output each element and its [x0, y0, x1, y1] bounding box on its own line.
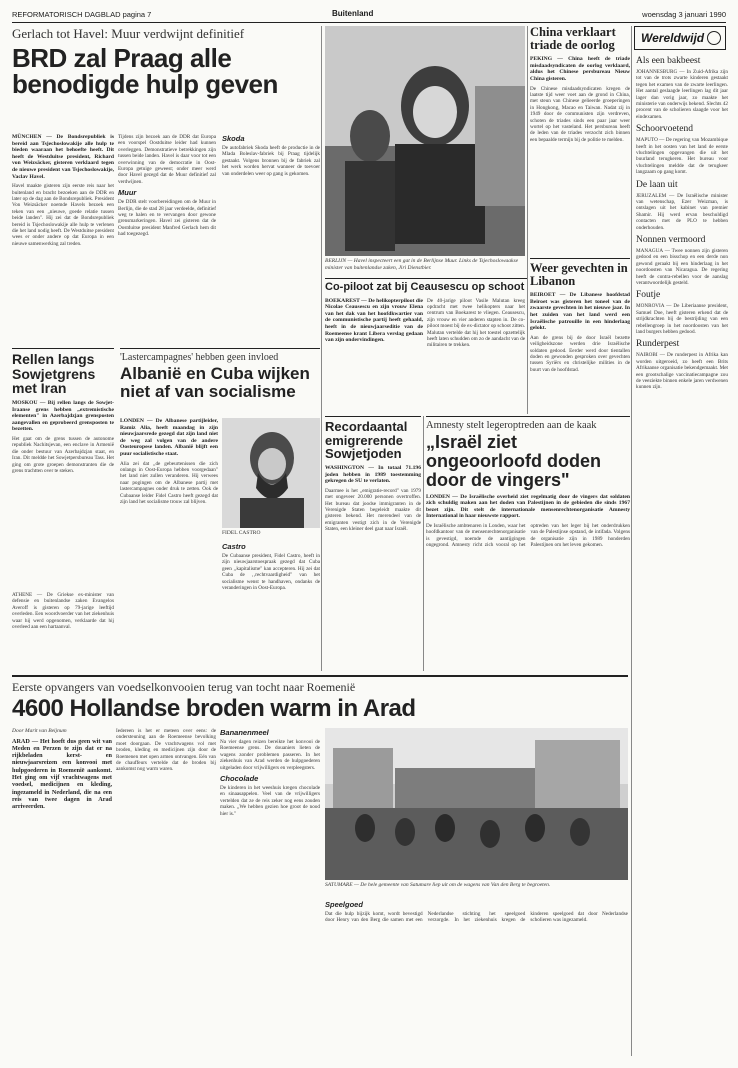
rellen-lead: MOSKOU — Bij rellen langs de Sowjet-Iraanse grens hebben „extremistische elementen" in Azerbajdzjan grensposten aangevallen en geprobeerd grensposten te bezetten.: [12, 400, 114, 433]
china-lead: PEKING — China heeft de triade misdaadsyndicaten de oorlog verklaard, aldus het Chinese persbureau Nieuw China gisteren.: [530, 56, 630, 83]
sidebar-item-3-body: JERUZALEM — De Israëlische minister van wetenschap, Ezer Weizman, is ontslagen uit het kabinet van premier Shamir. Hij werd ervan beschuldigd contacten met de PLO te hebben onderhouden.: [636, 192, 728, 231]
wereldwijd-sidebar: [636, 52, 728, 1052]
libanon-lead: BEIROET — De Libanese hoofdstad Beiroet was gisteren het toneel van de zwaarste gevechten in het nieuwe jaar. In het zuiden van het land werd een Israëlische patrouille in een hinderlaag gelokt.: [530, 292, 630, 332]
china-story: [530, 26, 630, 250]
lead-col-3: [222, 134, 320, 346]
castro-photo-image: [222, 418, 320, 528]
sidebar-item-5-body: MONROVIA — De Liberiaanse president, Samuel Doe, heeft gisteren erkend dat de strijdkrachten bij de bestrijding van een rebellengroep in het noordoosten van het land burgers hebben gedood.: [636, 303, 728, 336]
arad-headline: 4600 Hollandse broden warm in Arad: [12, 695, 416, 722]
column-rule-1: [321, 26, 322, 671]
arad-byline: Door Marit van Beijnum: [12, 728, 67, 734]
arad-col-3: [220, 728, 320, 1054]
arad-col-1: [12, 728, 112, 1054]
satumare-photo-image: [325, 728, 628, 880]
sidebar-item-1-headline: Als een bakbeest: [636, 56, 701, 66]
arad-body-4: Dat die hulp bijzijk komt, wordt bevestigd door Henry van den Berg die samen met een Nederlandse stichting het speelgoed verzorgde. In het ziekenhuis kregen de kinderen speelgoed dat door Nederlandse scholieren was ingezameld.: [325, 911, 628, 924]
libanon-headline: Weer gevechten in Libanon: [530, 261, 628, 289]
recordaantal-lead: WASHINGTON — In totaal 71.196 joden hebben in 1989 toestemming gekregen de SU te verlaten.: [325, 464, 421, 485]
albanie-col-2: [222, 542, 320, 672]
copilot-headline: Co-piloot zat bij Ceausescu op schoot: [325, 281, 525, 293]
masthead-divider: [12, 22, 726, 23]
amnesty-body: De Israëlische ambtenaren in Londen, waar het hoofdkantoor van de mensenrechtenorganisatie is gevestigd, noemde de aantijgingen ongegrond. Amnesty richt zich vooral op het optreden van het leger bij het onderdrukken van de Palestijnse opstand, de intifada. Volgens de organisatie zijn in 1989 honderden Palestijnen om het leven gekomen.: [426, 523, 630, 549]
libanon-divider: [530, 258, 630, 259]
arad-body-3: De kinderen in het weeshuis kregen chocolade en sinaasappelen. Veel van de vrijwilligers vertelden dat ze de reis zeker nog eens zouden maken. „We hebben gezien hoe groot de nood hier is.": [220, 785, 320, 817]
section-name: Buitenland: [332, 9, 374, 18]
lead-kicker: Gerlach tot Havel: Muur verdwijnt definitief: [12, 26, 245, 41]
lead-intro: MÜNCHEN — De Bondsrepubliek is bereid aan Tsjechoslowakije alle hulp te bieden waaraan het behoefte heeft. Dit heeft de Westduitse president, Richard von Weizsäcker, gisteren verklaard tegen de nieuwe president van Tsjechoslowakije, Vaclav Havel.: [12, 134, 114, 180]
castro-sub: Castro: [222, 542, 246, 551]
lead-body-2: Tijdens zijn bezoek aan de DDR dat Europa een voorspel Oostduitse leider had kunnen overleggen. Demonstratieve betrekkingen zijn tussen beide landen. Havel is daar voor tot een overwinning van de democratie in Oost-Europa getuige geweest; onder meer werd door Havel gezegd dat de Muur definitief zal verdwijnen.: [118, 134, 216, 185]
arad-body-1: Iedereen is het er meteen over eens: de ondersteuning aan de Roemeense bevolking moet doorgaan. De vrachtwagens vol met broden, kleding en medicijnen zijn door de Roemenen met open armen ontvangen. Eén van de chauffeurs vertelde dat de broden bij aankomst nog warm waren.: [116, 728, 216, 773]
copilot-body: De 40-jarige piloot Vasile Malutan kreeg opdracht met twee helikopters naar het centrum van Boekarest te vliegen. Ceausescu, zijn vrouw en vier anderen stapten in. De co-piloot moest bij de ex-dictator op schoot zitten. Malutan vertelde dat hij het toestel opzettelijk heeft laten schudden om zo de aandacht van de militairen te trekken.: [427, 297, 525, 349]
berlin-caption: BERLIJN — Havel inspecteert een gat in de Berlijnse Muur. Links de Tsjechoslowaakse minister van buitenlandse zaken, Jiri Dienstbier.: [325, 258, 519, 271]
arad-divider: [12, 675, 628, 677]
libanon-story: [530, 262, 630, 392]
sidebar-item-4-headline: Nonnen vermoord: [636, 235, 706, 246]
berlin-photo: [325, 26, 525, 256]
lead-headline: BRD zal Praag alle benodigde hulp geven: [12, 43, 278, 99]
rellen-divider: [12, 348, 114, 349]
lead-col-2: [118, 134, 216, 346]
amnesty-kicker: Amnesty stelt legeroptreden aan de kaak: [426, 420, 597, 431]
arad-header: [12, 680, 628, 724]
rellen-story: [12, 352, 114, 588]
satumare-caption: SATUMARE — De hele gemeente van Satumare liep uit om de wagens van Van den Berg te begroeten.: [325, 882, 551, 888]
sidebar-item-5-headline: Foutje: [636, 290, 661, 301]
recordaantal-story: [325, 420, 421, 672]
albanie-headline: Albanië en Cuba wijken niet af van socialisme: [120, 364, 310, 401]
lead-col-1: [12, 134, 114, 346]
column-rule-3: [423, 416, 424, 671]
arad-lead: ARAD — Het hoeft dus geen wit van Meden en Perzen te zijn dat er na rijkbeladen kerst- en nieuwjaarsreizen een konvooi met hulpgoederen in Roemenië aankomt. Het ging om vijf vrachtwagens met voedsel, medicijnen en kleding, ingezameld in Nederland, die na een reis van twee dagen in Arad arriveerden.: [12, 737, 112, 811]
newspaper-name: REFORMATORISCH DAGBLAD pagina 7: [12, 10, 152, 19]
arad-col-4: [325, 900, 628, 1054]
china-headline: China verklaart triade de oorlog: [530, 25, 616, 53]
china-body: De Chinese misdaadsyndicaten kregen de laatste tijd weer voet aan de grond in China, met steun van Chinese gelieerde groeperingen in Hongkong, Macao en Taiwan. Nadat zij in 1949 door de communisten zijn verdreven, schoten de triades sinds een paar jaar weer wortel op het vasteland. Het persbureau heeft de leden van de triades verzocht zich binnen een bepaalde termijn bij de politie te melden.: [530, 85, 630, 143]
column-rule-2: [527, 26, 528, 414]
arad-sub-speelgoed: Speelgoed: [325, 900, 363, 909]
arad-body-2: Na vier dagen reizen bereikte het konvooi de Roemeense grens. De douaniers lieten de wagens zonder problemen passeren. In het ziekenhuis van Arad werden de hulpgoederen uitgeladen door vrijwilligers en verpleegsters.: [220, 739, 320, 771]
sidebar-item-3-headline: De laan uit: [636, 179, 678, 190]
recordaantal-body: Daarmee is het „emigratie-record" van 1979 met ongeveer 20.000 personen overtroffen. Het bureau dat joodse immigranten in de Verenigde Staten begeleidt maakte dit gisteren bekend. Het merendeel van de emigranten vestigt zich in de Verenigde Staten, een kleiner deel gaat naar Israël.: [325, 487, 421, 533]
rellen-headline: Rellen langs Sowjetgrens met Iran: [12, 351, 96, 397]
rellen-body: Het gaat om de grens tussen de autonome republiek Nachitsjevan, een enclave in Armenië die onder bestuur van Azerbajdzjan staat, en Iran. Dit meldde het Sowjetpersbureau Tass. Het ging om grote groepen demonstranten die de grens trachtten over te steken.: [12, 436, 114, 475]
wereldwijd-logo: Wereldwijd: [641, 31, 705, 45]
sidebar-item-1-body: JOHANNESBURG — In Zuid-Afrika zijn tot van de trots zwarte kinderen gestaakt tegen het examen van de zwarte leerlingen. Het aantal geslaagde leerlingen lag dit jaar lager dan vorig jaar, zo maakte het ministerie van onderwijs bekend. Slechts 42 procent van de scholieren slaagde voor het eindexamen.: [636, 68, 728, 120]
lead-sub-muur: Muur: [118, 188, 137, 198]
albanie-body: Alia zei dat „de gebeurtenissen die zich onlangs in Oost-Europa hebben voorgedaan" het land niet zullen veranderen. Hij verwees naar pogingen om de Albanese partij met lastercampagnes onder druk te zetten. Ook de Cubaanse leider Fidel Castro heeft gezegd dat zijn land het socialisme trouw zal blijven.: [120, 460, 218, 505]
albanie-kicker: 'Lastercampagnes' hebben geen invloed: [120, 352, 279, 363]
lead-sub-skoda: Skoda: [222, 134, 245, 143]
satumare-photo: [325, 728, 628, 880]
sidebar-divider: [631, 26, 632, 1056]
castro-body: De Cubaanse president, Fidel Castro, heeft in zijn nieuwjaarstoespraak gezegd dat Cuba geen ‚,kapitalisme" kan accepteren. Hij zei dat Cuba de ‚‚rechtvaardigheid" van het socialisme wenst te handhaven, ondanks de veranderingen in Oost-Europa.: [222, 553, 320, 592]
athene-body: ATHENE — De Griekse ex-minister van defensie en buitenlandse zaken Evangelos Averoff is gisteren op 79-jarige leeftijd overleden. Een woordvoerder van het ziekenhuis waar hij werd opgenomen, verklaarde dat hij overleed aan een hartaanval.: [12, 592, 114, 631]
arad-sub-bananenmeel: Bananenmeel: [220, 728, 269, 737]
sidebar-item-2-body: MAPUTO — De regering van Mozambique heeft in het oosten van het land de eerste vluchtelingen opgevangen die uit het buurland terugkeren. Het bureau voor vluchtelingen meldde dat de terugkeer langzaam op gang komt.: [636, 137, 728, 176]
albanie-lead: LONDEN — De Albanese partijleider, Ramiz Alia, heeft maandag in zijn nieuwjaarsrede gezegd dat zijn land niet de weg zal volgen van de andere Oosteuropese landen. Albanië blijft een puur socialistische staat.: [120, 418, 218, 457]
copilot-divider: [325, 278, 527, 279]
masthead: [12, 8, 726, 22]
copilot-lead: BOEKAREST — De helikopterpiloot die Nicolae Ceausescu en zijn vrouw Elena van het dak van het hoofdkwartier van de communistische partij heeft gehaald, heeft in de nieuwjaarseditie van de Roemeense krant Libera verslag gedaan van zijn ondervindingen.: [325, 297, 423, 344]
athene-story: [12, 592, 114, 672]
recordaantal-headline: Recordaantal emigrerende Sowjetjoden: [325, 419, 408, 462]
copilot-story: [325, 282, 527, 392]
amnesty-headline: „Israël ziet ongeoorloofd doden door de vingers": [426, 432, 601, 490]
albanie-col-1: [120, 418, 218, 672]
libanon-body: Aan de grens bij de door Israël bezette veiligheidszone werden drie Israëlische soldaten gedood. Eerder werd door tientallen doden en gewonden gesproken over gevechten tussen Syriërs en christelijke milities in de buurt van de hoofdstad.: [530, 334, 630, 373]
page-date: woensdag 3 januari 1990: [642, 10, 726, 19]
amnesty-story: [426, 420, 630, 672]
wereldwijd-logo-box: [634, 26, 726, 50]
lead-body-3: De autofabriek Skoda heeft de productie in de Mlada Boleslav-fabriek bij Praag tijdelijk gestaakt. Volgens bronnen bij de fabriek zal het werk worden hervat wanneer de toevoer van onderdelen weer op gang is gekomen.: [222, 145, 320, 177]
arad-sub-chocolade: Chocolade: [220, 774, 259, 784]
lead-body-4: De DDR stelt voorbereidingen om de Muur in Berlijn, die de stad 28 jaar verdeelde, definitief weg te halen en te vervangen door gewone grensmarkeringen. Havel zei gisteren dat de Oostduitse president Manfred Gerlach hem dit had toegezegd.: [118, 199, 216, 238]
albanie-header: [120, 352, 320, 414]
sidebar-item-6-headline: Runderpest: [636, 339, 680, 350]
arad-col-2: [116, 728, 216, 1054]
amnesty-lead: LONDEN — De Israëlische overheid ziet regelmatig door de vingers dat soldaten zich schuldig maken aan het doden van Palestijnen in de gebieden die sinds 1967 bezet zijn. Dit stelt de internationale mensenrechtenorganisatie Amnesty International in haar nieuwste rapport.: [426, 493, 630, 520]
albanie-divider: [120, 348, 320, 349]
recordaantal-divider: [325, 416, 421, 417]
globe-icon: [707, 31, 721, 45]
lead-body-1: Havel maakte gisteren zijn eerste reis naar het buitenland en bracht bezoeken aan de DDR en later op de dag aan de Bondsrepubliek. President Von Weizsäcker noemde Havels bezoek een teken van een „nieuwe, goede relatie tussen beide landen". Hij zei dat de Bondsrepubliek bereid is Tsjechoslowakije alle hulp te verlenen die het land nodig heeft. De Westduitse president wees er onder andere op dat Europa in een nieuwe samenwerking zal treden.: [12, 183, 114, 247]
amnesty-divider: [426, 416, 630, 417]
arad-kicker: Eerste opvangers van voedselkonvooien terug van tocht naar Roemenië: [12, 680, 356, 694]
sidebar-item-2-headline: Schoorvoetend: [636, 124, 693, 135]
sidebar-item-4-body: MANAGUA — Twee nonnen zijn gisteren gedood en een bisschop en een derde non gewond geraakt bij een hinderlaag in het noordoosten van Nicaragua. De regering heeft de contra-rebellen voor de aanslag verantwoordelijk gesteld.: [636, 248, 728, 287]
castro-photo: [222, 418, 320, 528]
lead-story-header: [12, 26, 318, 99]
sidebar-item-6-body: NAIROBI — De runderpest in Afrika kan worden uitgeroeid, zo heeft een Brits Afrikaanse organisatie bekendgemaakt. Met een grootschalige vaccinatiecampagne zou de veeziekte binnen enkele jaren verdwenen kunnen zijn.: [636, 352, 728, 391]
berlin-photo-image: [325, 26, 525, 256]
castro-caption: FIDEL CASTRO: [222, 530, 261, 536]
